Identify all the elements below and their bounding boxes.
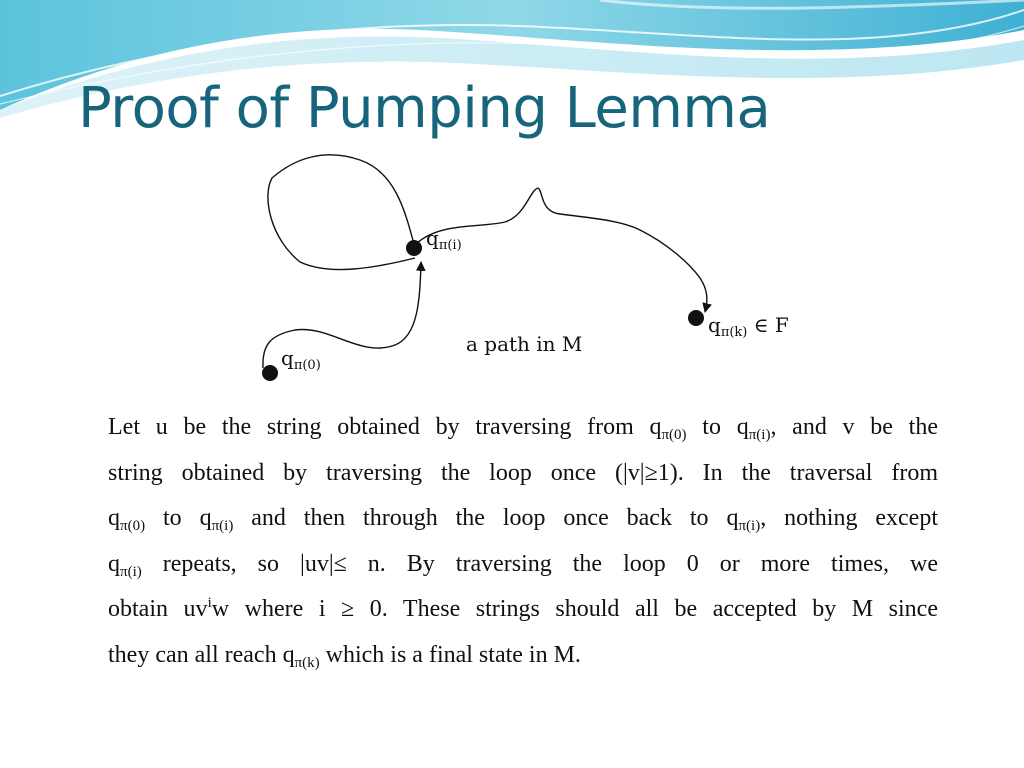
state-final-label: $q_{\pi(k)}$ ∈ F xyxy=(708,313,789,340)
proof-line-6: they can all reach $q_{\pi(k)}$ which is a final state in M. xyxy=(108,641,581,671)
state-loop-label: $q_{\pi(i)}$ xyxy=(426,226,462,253)
proof-line-4: $q_{\pi(i)}$ repeats, so |uv|≤ n. By traversing the loop 0 or more times, we xyxy=(108,550,938,580)
proof-line-2: string obtained by traversing the loop once (|v|≥1). In the traversal from xyxy=(108,459,938,486)
state-start-node xyxy=(262,365,278,381)
state-final-node xyxy=(688,310,704,326)
slide-title: Proof of Pumping Lemma xyxy=(78,76,771,141)
state-loop-node xyxy=(406,240,422,256)
proof-paragraph xyxy=(108,405,938,678)
path-diagram xyxy=(0,140,1024,400)
proof-line-5: obtain $uv^iw$ where i ≥ 0. These strings should all be accepted by M since xyxy=(108,595,938,622)
loop-curve xyxy=(268,155,415,270)
state-start-label: $q_{\pi(0)}$ xyxy=(281,346,321,373)
path-caption: a path in M xyxy=(466,332,583,356)
proof-line-3: $q_{\pi(0)}$ to $q_{\pi(i)}$ and then through the loop once back to $q_{\pi(i)}$, nothing except xyxy=(108,505,938,534)
proof-line-1: Let u be the string obtained by traversing from $q_{\pi(0)}$ to $q_{\pi(i)}$, and v be the xyxy=(108,414,938,443)
